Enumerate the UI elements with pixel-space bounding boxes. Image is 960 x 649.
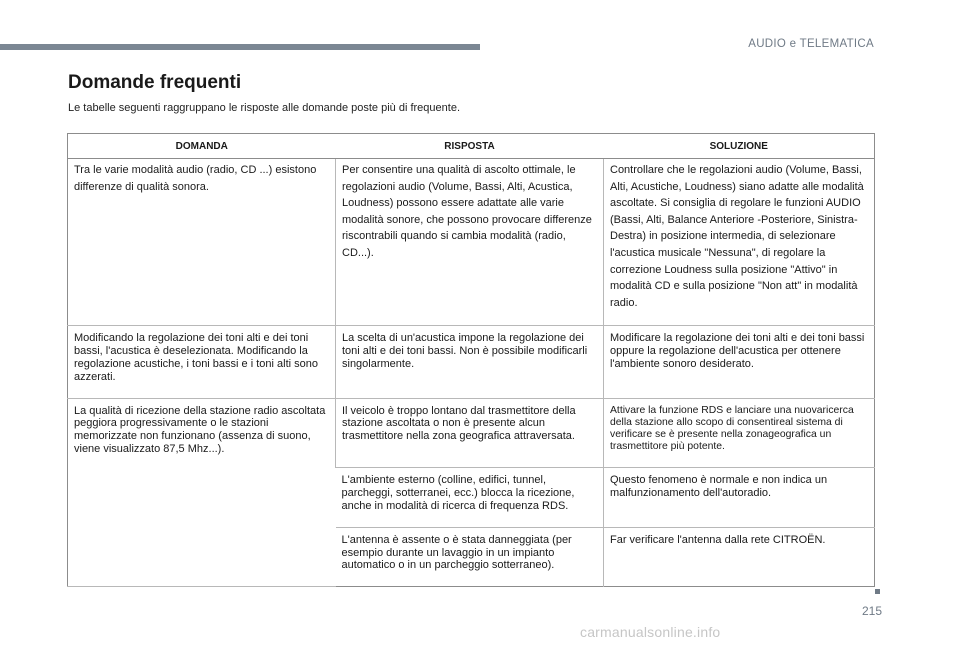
- answer-cell: L'antenna è assente o è stata danneggiata (per esempio durante un lavaggio in un impianto automatico o in un parcheggio sotterraneo).: [341, 533, 572, 572]
- page-number: 215: [862, 604, 883, 618]
- answer-cell: L'ambiente esterno (colline, edifici, tunnel, parcheggi, sotterranei, ecc.) blocca la ricezione, anche in modalità di ricerca di frequenza RDS.: [336, 468, 604, 527]
- header-bar: [0, 44, 480, 50]
- table-row: [68, 326, 875, 398]
- table-row: [68, 159, 875, 326]
- solution-cell: Attivare la funzione RDS e lanciare una nuovaricerca della stazione allo scopo di consentireal sistema di verificare se è presente nella zonageografica un trasmettitore più potente.: [604, 398, 875, 468]
- solution-cell: Far verificare l'antenna dalla rete CITROËN.: [604, 527, 875, 586]
- column-header-soluzione: SOLUZIONE: [604, 134, 875, 159]
- solution-cell: Questo fenomeno è normale e non indica un malfunzionamento dell'autoradio.: [604, 468, 875, 527]
- page-marker: [875, 589, 880, 594]
- solution-cell: Controllare che le regolazioni audio (Volume, Bassi, Alti, Acustiche, Loudness) siano adatte alle modalità ascoltate. Si consiglia di regolare le funzioni AUDIO (Bassi, Alti, Balance Anteriore -Posteriore, Sinistra-Destra) in posizione intermedia, di selezionare l'acustica musicale "Nessuna", di regolare la correzione Loudness sulla posizione "Attivo" in modalità CD e sulla posizione "Non att" in modalità radio.: [604, 159, 875, 326]
- answer-cell: Per consentire una qualità di ascolto ottimale, le regolazioni audio (Volume, Bassi, Alti, Acustica, Loudness) possono essere adattate alle varie modalità sonore, che possono provocare differenze riscontrabili quando si cambia modalità (radio, CD...).: [336, 159, 604, 326]
- section-title: AUDIO e TELEMATICA: [748, 38, 874, 50]
- question-cell: Modificando la regolazione dei toni alti e dei toni bassi, l'acustica è deselezionata. Modificando la regolazione acustiche, i toni bassi e i toni alti sono azzerati.: [68, 326, 336, 398]
- faq-table: [67, 133, 875, 587]
- watermark: carmanualsonline.info: [580, 624, 721, 640]
- column-header-domanda: DOMANDA: [68, 134, 336, 159]
- question-cell: Tra le varie modalità audio (radio, CD ...) esistono differenze di qualità sonora.: [68, 159, 336, 326]
- answer-cell: La scelta di un'acustica impone la regolazione dei toni alti e dei toni bassi. Non è possibile modificarli singolarmente.: [336, 326, 604, 398]
- page-title: Domande frequenti: [68, 72, 242, 93]
- column-header-risposta: RISPOSTA: [336, 134, 604, 159]
- solution-cell: Modificare la regolazione dei toni alti e dei toni bassi oppure la regolazione dell'acustica per ottenere l'ambiente sonoro desiderato.: [604, 326, 875, 398]
- question-cell: La qualità di ricezione della stazione radio ascoltata peggiora progressivamente o le stazioni memorizzate non funzionano (assenza di suono, viene visualizzato 87,5 Mhz...).: [68, 398, 336, 587]
- intro-text: Le tabelle seguenti raggruppano le risposte alle domande poste più di frequente.: [68, 102, 460, 114]
- table-row: [68, 398, 875, 468]
- table-header-row: [68, 134, 875, 159]
- answer-cell: Il veicolo è troppo lontano dal trasmettitore della stazione ascoltata o non è presente alcun trasmettitore nella zona geografica attraversata.: [336, 398, 604, 468]
